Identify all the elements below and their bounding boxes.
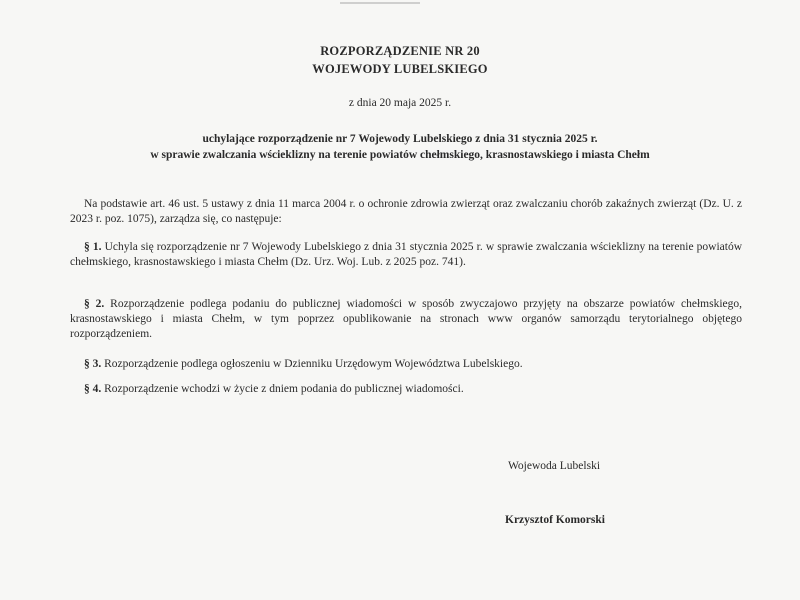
paragraph-1 [70,240,742,270]
document-title-line-1: ROZPORZĄDZENIE NR 20 [320,44,480,58]
document-title-line-2: WOJEWODY LUBELSKIEGO [312,62,488,76]
paragraph-4-mark: § 4. [84,383,102,395]
paragraph-1-text: Uchyla się rozporządzenie nr 7 Wojewody Lubelskiego z dnia 31 stycznia 2025 r. w sprawie zwalczania wścieklizny na terenie powiatów chełmskiego, krasnostawskiego i miasta Chełm (Dz. Urz. Woj. Lub. z 2025 poz. 741). [70,241,743,268]
paragraph-4 [70,382,742,397]
paragraph-3 [70,357,742,372]
document-subject-line-2: w sprawie zwalczania wścieklizny na terenie powiatów chełmskiego, krasnostawskiego i miasta Chełm [150,149,650,161]
paragraph-2-text: Rozporządzenie podlega podaniu do publicznej wiadomości w sposób zwyczajowo przyjęty na obszarze powiatów chełmskiego, krasnostawskiego i miasta Chełm, w tym poprzez opublikowanie na stronach www organów samorządu terytorialnego objętego rozporządzeniem. [70,298,742,340]
document-subject-line-1: uchylające rozporządzenie nr 7 Wojewody Lubelskiego z dnia 31 stycznia 2025 r. [202,133,598,145]
paragraph-3-mark: § 3. [84,358,102,370]
document-date: z dnia 20 maja 2025 r. [348,97,452,109]
paragraph-3-text: Rozporządzenie podlega ogłoszeniu w Dzienniku Urzędowym Województwa Lubelskiego. [104,358,523,370]
paragraph-4-text: Rozporządzenie wchodzi w życie z dniem podania do publicznej wiadomości. [104,383,464,395]
signature-name: Krzysztof Komorski [505,514,605,526]
document-subject [0,131,800,163]
paragraph-2-mark: § 2. [84,298,105,310]
document-header [0,42,800,78]
paragraph-1-mark: § 1. [84,241,102,253]
paragraph-2 [70,297,742,342]
signature-role: Wojewoda Lubelski [508,460,601,472]
page-top-fragment [340,0,420,4]
document-preamble: Na podstawie art. 46 ust. 5 ustawy z dnia 11 marca 2004 r. o ochronie zdrowia zwierząt oraz zwalczaniu chorób zakaźnych zwierząt (Dz. U. z 2023 r. poz. 1075), zarządza się, co następuje: [70,198,742,225]
